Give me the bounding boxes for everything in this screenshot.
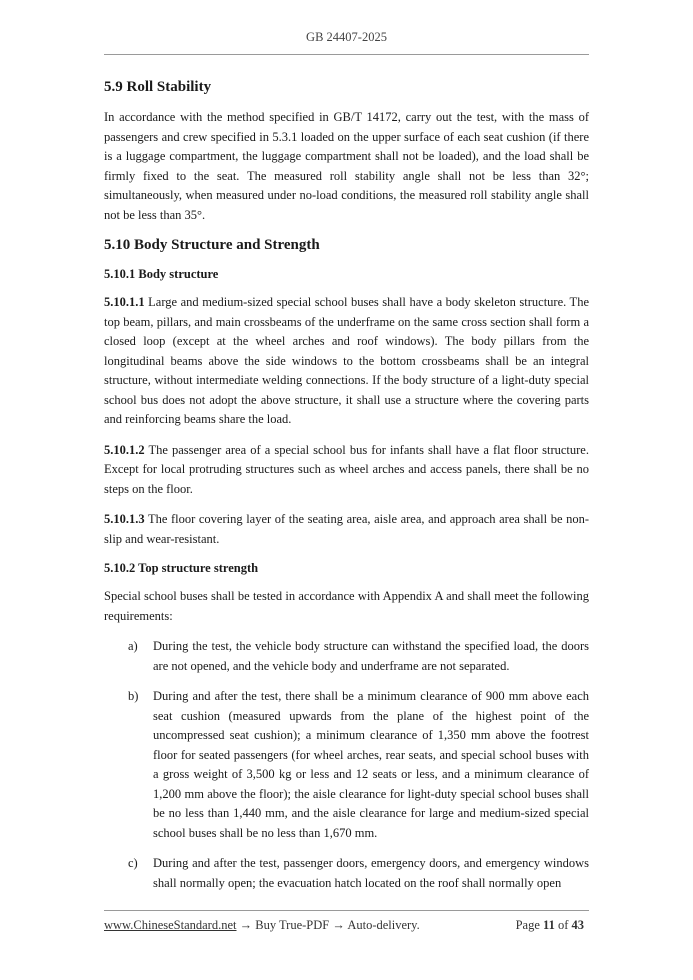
page-number	[516, 918, 584, 933]
section-5-9-paragraph: In accordance with the method specified in GB/T 14172, carry out the test, with the mass of passengers and crew specified in 5.3.1 loaded on the upper surface of each seat cushion (if there is a luggage compartment, the luggage compartment shall not be loaded), and the load shall be firmly fixed to the seat. The measured roll stability angle shall not be less than 32°; simultaneously, when measured under no-load conditions, the measured roll stability angle shall not be less than 35°.	[104, 110, 589, 222]
list-item	[104, 687, 589, 843]
page-current: 11	[543, 918, 555, 932]
clause-number: 5.10.1.2	[104, 442, 145, 457]
page-label: Page	[515, 918, 540, 932]
clause-5-10-1-2	[104, 441, 589, 500]
list-marker: c)	[128, 856, 138, 870]
site-link[interactable]: www.ChineseStandard.net	[104, 918, 237, 932]
footer-promo	[104, 918, 420, 933]
list-marker: a)	[128, 639, 138, 653]
clause-5-10-1-3	[104, 510, 589, 549]
list-item	[104, 637, 589, 676]
section-title-5-10-2: 5.10.2 Top structure strength	[104, 561, 259, 575]
clause-number: 5.10.1.1	[104, 295, 145, 309]
page-total: 43	[571, 918, 584, 932]
list-item	[104, 854, 589, 893]
section-title-5-10-1: 5.10.1 Body structure	[104, 267, 219, 281]
section-title-5-9: 5.9 Roll Stability	[104, 79, 212, 95]
section-title-5-10: 5.10 Body Structure and Strength	[104, 237, 320, 253]
document-body	[104, 78, 589, 904]
delivery-text: Auto-delivery.	[347, 918, 420, 932]
buy-text: Buy True-PDF	[255, 918, 330, 932]
list-marker: b)	[128, 689, 139, 703]
clause-text: Large and medium-sized special school buses shall have a body skeleton structure. The top beam, pillars, and main crossbeams of the underframe on the same cross section shall form a closed loop (except at the wheel arches and roof windows). The body pillars from the longitudinal beams above the side windows to the bottom crossbeams shall be an integral structure, without intermediate welding connections. If the body structure of a light-duty special school bus does not adopt the above structure, it shall use a structure where the covering parts and reinforcing beams share the load.	[104, 295, 589, 426]
page-header: GB 24407-2025	[306, 30, 387, 44]
clause-number: 5.10.1.3	[104, 512, 145, 526]
clause-5-10-1-1	[104, 293, 589, 430]
arrow-icon: →	[239, 918, 253, 932]
list-item-text: During the test, the vehicle body structure can withstand the specified load, the doors are not opened, and the vehicle body and underframe are not separated.	[153, 639, 589, 673]
page-of: of	[557, 918, 569, 932]
section-5-10-2-intro: Special school buses shall be tested in accordance with Appendix A and shall meet the following requirements:	[104, 589, 589, 623]
footer-divider	[104, 910, 589, 911]
arrow-icon: →	[332, 918, 345, 932]
list-item-text: During and after the test, there shall be a minimum clearance of 900 mm above each seat cushion (measured upwards from the plane of the highest point of the uncompressed seat cushion); a minimum clearance of 1,350 mm above the footrest floor for seated passengers (for wheel arches, rear seats, and special school buses with a gross weight of 3,500 kg or less and 12 seats or less, and a minimum clearance of 1,200 mm above the floor); the aisle clearance for light-duty special school buses shall be no less than 1,440 mm, and the aisle clearance for large and medium-sized special school buses shall be no less than 1,670 mm.	[153, 689, 589, 840]
list-item-text: During and after the test, passenger doors, emergency doors, and emergency windows shall normally open; the evacuation hatch located on the roof shall normally open	[153, 856, 589, 890]
clause-text: The passenger area of a special school bus for infants shall have a flat floor structure. Except for local protruding structures such as wheel arches and access panels, there shall be no steps on the floor.	[104, 442, 589, 496]
header-divider	[104, 54, 589, 55]
clause-text: The floor covering layer of the seating area, aisle area, and approach area shall be non-slip and wear-resistant.	[104, 512, 589, 546]
